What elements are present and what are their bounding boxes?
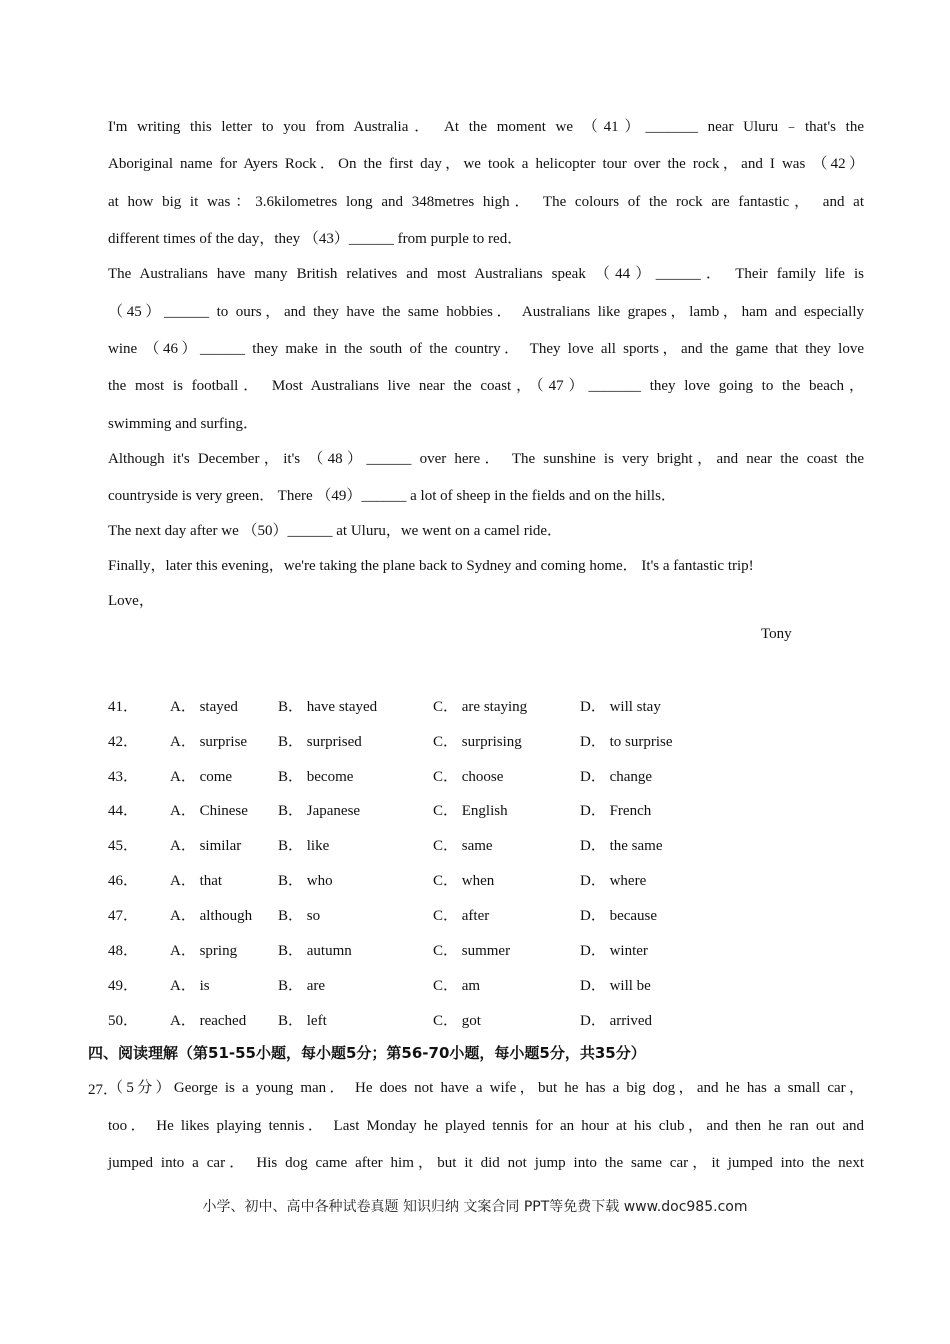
option-row [108,765,808,787]
option-a: A． Chinese [170,803,248,819]
question-line: jumped into a car． His dog came after him，but it did not jump into the same car，it jumped into the next [108,1155,864,1171]
option-b: B． so [278,908,321,924]
signature: Tony [761,626,792,642]
question-line: too． He likes playing tennis． Last Monday he played tennis for an hour at his club，and then he ran out and [108,1118,864,1134]
passage-line: countryside is very green． There （49）______ a lot of sheep in the fields and on the hills． [108,488,676,504]
option-b: B． autumn [278,943,352,959]
question-number: 47． [108,908,139,924]
option-d: D． winter [580,943,648,959]
question-number: 48． [108,943,139,959]
option-c: C． am [433,978,481,994]
passage-line: different times of the day，they （43）______ from purple to red． [108,231,523,247]
option-d: D． arrived [580,1013,653,1029]
passage-line: I'm writing this letter to you from Australia． At the moment we （41）_______ near Uluru﹣that's the [108,119,864,135]
option-a: A． that [170,873,223,889]
question-number: 46． [108,873,139,889]
option-c: C． summer [433,943,511,959]
option-b: B． Japanese [278,803,361,819]
option-b: B． have stayed [278,699,378,715]
option-row [108,834,808,856]
option-row [108,799,808,821]
option-row [108,1009,808,1031]
option-c: C． are staying [433,699,528,715]
question-number: 45． [108,838,139,854]
option-row [108,974,808,996]
option-d: D． the same [580,838,663,854]
question-number: 43． [108,769,139,785]
passage-line: the most is football． Most Australians live near the coast，（47）_______ they love going to the beach， [108,378,864,394]
passage-line: Love， [108,593,154,609]
option-a: A． similar [170,838,242,854]
option-b: B． become [278,769,354,785]
option-b: B． who [278,873,333,889]
question-number: 49． [108,978,139,994]
passage-line: （45）______ to ours，and they have the same hobbies． Australians like grapes，lamb，ham and especially [108,304,864,320]
question-number: 41． [108,699,139,715]
option-d: D． will be [580,978,651,994]
question-number: 27． [88,1082,119,1098]
option-d: D． because [580,908,658,924]
option-d: D． will stay [580,699,661,715]
option-d: D． to surprise [580,734,673,750]
passage-line: Aboriginal name for Ayers Rock．On the first day，we took a helicopter tour over the rock，and I was （42） [108,156,864,172]
option-b: B． left [278,1013,327,1029]
passage-line: at how big it was：3.6kilometres long and 348metres high． The colours of the rock are fantastic， and at [108,194,864,210]
passage-line: The Australians have many British relatives and most Australians speak （44）______． Their family life is [108,266,864,282]
passage-line: The next day after we （50）______ at Uluru，we went on a camel ride． [108,523,563,539]
option-c: C． same [433,838,493,854]
option-row [108,695,808,717]
passage-line: swimming and surfing． [108,416,258,432]
option-a: A． is [170,978,210,994]
option-a: A． reached [170,1013,247,1029]
option-row [108,904,808,926]
option-b: B． surprised [278,734,362,750]
option-a: A． although [170,908,253,924]
option-a: A． surprise [170,734,248,750]
option-c: C． when [433,873,495,889]
question-number: 44． [108,803,139,819]
option-c: C． choose [433,769,504,785]
option-row [108,939,808,961]
option-d: D． where [580,873,647,889]
option-row [108,730,808,752]
passage-line: Finally，later this evening，we're taking the plane back to Sydney and coming home． It's a fantastic trip! [108,558,754,574]
question-number: 42． [108,734,139,750]
option-c: C． English [433,803,508,819]
option-b: B． like [278,838,330,854]
option-d: D． French [580,803,652,819]
option-row [108,869,808,891]
option-c: C． surprising [433,734,522,750]
section-heading: 四、阅读理解（第51-55小题，每小题5分；第56-70小题，每小题5分，共35分） [88,1044,646,1062]
question-number: 50． [108,1013,139,1029]
passage-line: Although it's December，it's （48）______ over here． The sunshine is very bright，and near the coast the [108,451,864,467]
question-line: （5分）George is a young man． He does not have a wife，but he has a big dog，and he has a small car， [108,1080,864,1096]
option-c: C． after [433,908,490,924]
option-c: C． got [433,1013,481,1029]
option-d: D． change [580,769,653,785]
option-b: B． are [278,978,326,994]
option-a: A． stayed [170,699,238,715]
option-a: A． come [170,769,233,785]
option-a: A． spring [170,943,238,959]
page-footer: 小学、初中、高中各种试卷真题 知识归纳 文案合同 PPT等免费下载 www.doc985.com [202,1199,748,1215]
passage-line: wine （46）______ they make in the south of the country． They love all sports，and the game that they love [108,341,864,357]
